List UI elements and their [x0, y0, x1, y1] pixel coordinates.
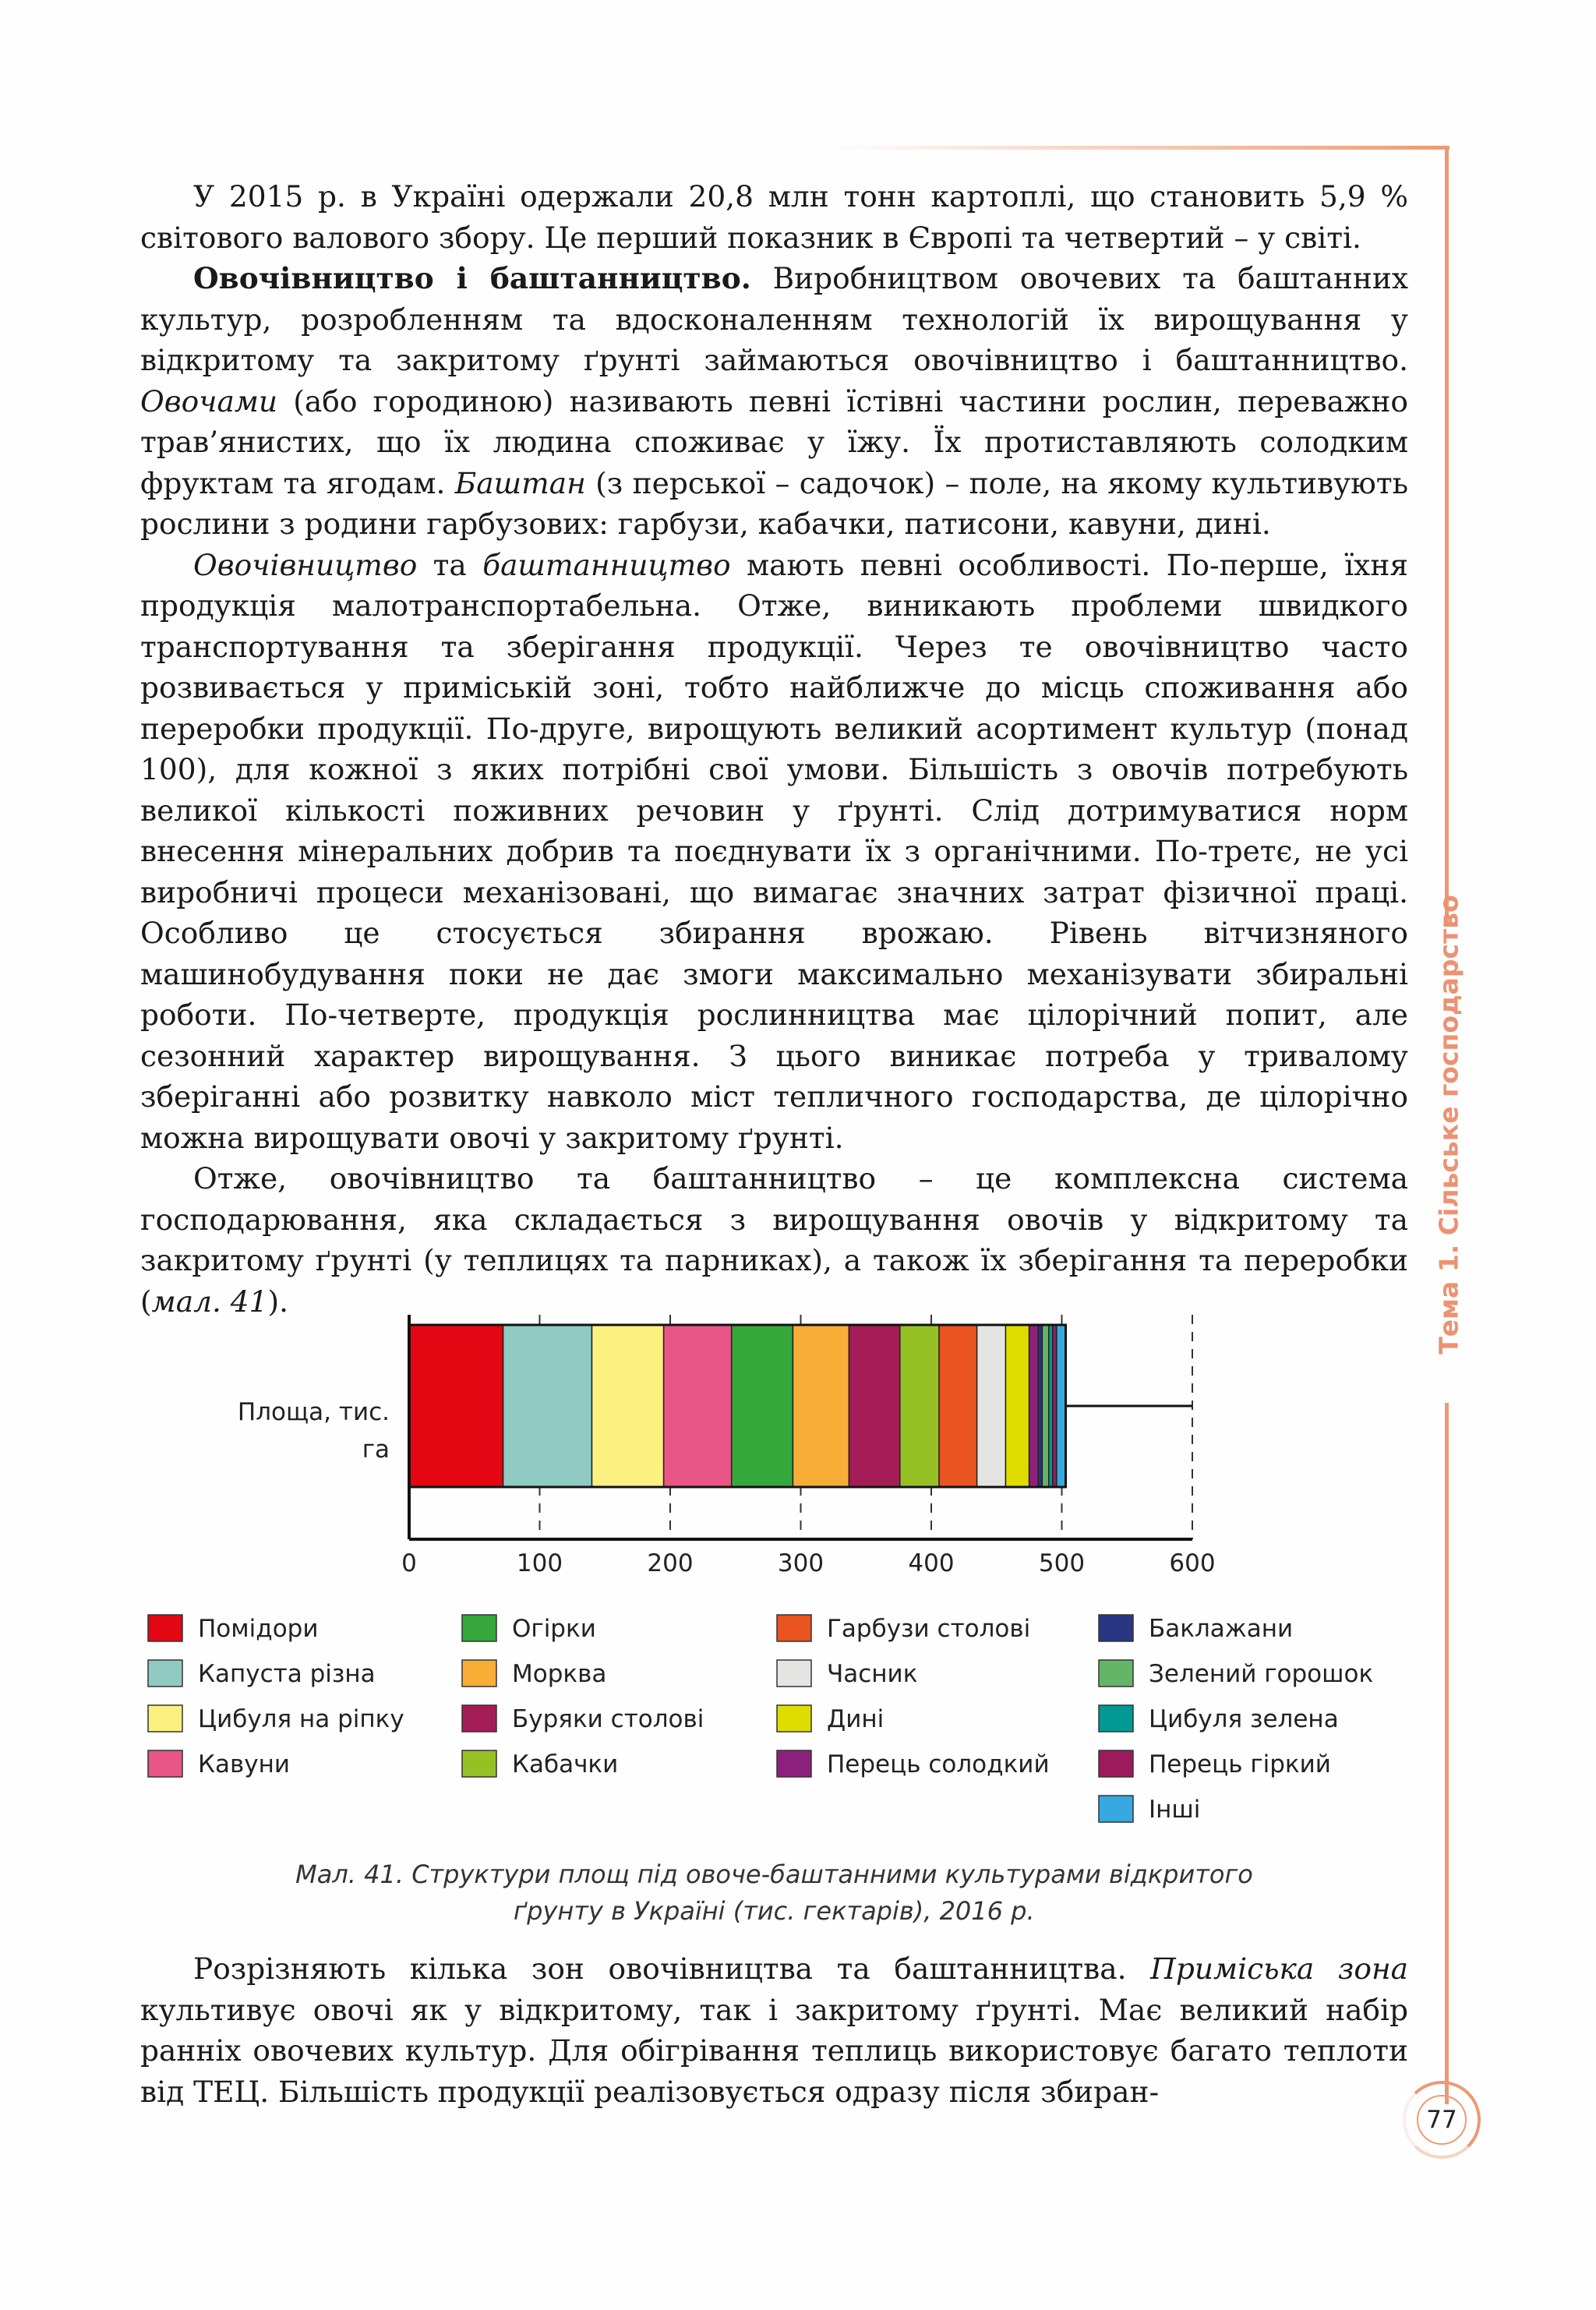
legend-label: Цибуля зелена: [1149, 1705, 1339, 1733]
legend-swatch: [148, 1705, 182, 1732]
bar-segment: [1029, 1325, 1039, 1487]
legend-label: Буряки столові: [512, 1705, 704, 1733]
bar-segment: [1053, 1325, 1057, 1487]
legend-swatch: [462, 1705, 496, 1732]
x-tick-label: 500: [1038, 1549, 1086, 1577]
bar-segment: [409, 1325, 503, 1487]
italic-run: мал. 41: [151, 1284, 268, 1319]
legend-swatch: [1099, 1705, 1133, 1732]
side-decorative-rule-top: [1445, 146, 1449, 925]
bar-segment: [900, 1325, 939, 1487]
bar-segment: [503, 1325, 592, 1487]
legend-swatch: [462, 1660, 496, 1687]
paragraph: [140, 1158, 1408, 1322]
legend-label: Помідори: [198, 1615, 319, 1643]
legend-label: Кабачки: [512, 1750, 619, 1778]
top-decorative-rule: [826, 146, 1449, 150]
bar-segment: [1005, 1325, 1029, 1487]
x-tick-label: 0: [401, 1549, 417, 1577]
text-run: та: [417, 547, 483, 582]
bar-segment: [592, 1325, 664, 1487]
legend-label: Цибуля на ріпку: [198, 1705, 404, 1733]
paragraph: [140, 258, 1408, 545]
text-run: Розрізняють кілька зон овочівництва та баштанництва.: [193, 1951, 1151, 1986]
legend-swatch: [148, 1615, 182, 1641]
bar-segment: [849, 1325, 899, 1487]
x-tick-label: 400: [908, 1549, 955, 1577]
legend-label: Гарбузи столові: [827, 1615, 1031, 1643]
legend-label: Морква: [512, 1660, 607, 1688]
legend-label: Часник: [827, 1660, 918, 1688]
caption-line-2: ґрунту в Україні (тис. гектарів), 2016 р.: [514, 1896, 1035, 1926]
paragraph: [140, 176, 1408, 258]
figure-caption: [140, 1856, 1408, 1930]
paragraph: [140, 545, 1408, 1159]
legend-swatch: [777, 1750, 811, 1777]
x-tick-label: 200: [647, 1549, 694, 1577]
legend-swatch: [777, 1660, 811, 1687]
text-run: культивує овочі як у відкритому, так і закритому ґрунті. Має великий набір ранніх овочевих культур. Для обігрівання теплиць використовує багато теплоти від ТЕЦ. Більшість продукції реалізовується одразу після збиран-: [140, 1992, 1408, 2109]
legend-label: Перець гіркий: [1149, 1750, 1331, 1778]
caption-line-1: Мал. 41. Структури площ під овоче-баштанними культурами відкритого: [295, 1860, 1253, 1889]
legend-swatch: [1099, 1796, 1133, 1822]
text-run: ).: [267, 1284, 289, 1319]
legend-swatch: [1099, 1615, 1133, 1641]
legend-label: Капуста різна: [198, 1660, 376, 1688]
chart-y-label-text: Площа, тис. га: [237, 1398, 390, 1464]
italic-run: баштанництво: [482, 547, 731, 582]
text-run: Отже, овочівництво та баштанництво – це комплексна система господарювання, яка складається з вирощування овочів у відкритому та закритому ґрунті (у теплицях та парниках), а також їх зберігання та переробки (: [140, 1161, 1408, 1319]
bar-segment: [1049, 1325, 1053, 1487]
legend-swatch: [777, 1615, 811, 1641]
legend-swatch: [148, 1750, 182, 1777]
legend-label: Інші: [1149, 1796, 1201, 1824]
side-decorative-rule-bottom: [1445, 1403, 1449, 2104]
bar-outline: [409, 1325, 1066, 1487]
running-head-text: Тема 1. Сільське господарство: [1433, 895, 1464, 1355]
legend-label: Кавуни: [198, 1750, 291, 1778]
italic-run: Овочівництво: [193, 547, 418, 582]
bar-segment: [732, 1325, 793, 1487]
text-run: Виробництвом овочевих та баштанних культур, розробленням та вдосконаленням технологій їх вирощування у відкритому та закритому ґрунті займаються овочівництво і баштанництво.: [140, 261, 1408, 377]
legend-label: Зелений горошок: [1149, 1660, 1374, 1688]
italic-run: Баштан: [454, 465, 586, 500]
body-text-bottom: [140, 1948, 1408, 2112]
x-tick-label: 100: [516, 1549, 563, 1577]
bar-segment: [939, 1325, 977, 1487]
legend-label: Перець солодкий: [827, 1750, 1050, 1778]
text-run: мають певні особливості. По-перше, їхня продукція малотранспортабельна. Отже, виникають проблеми швидкого транспортування та зберігання продукції. Через те овочівництво часто розвивається у приміській зоні, тобто найближче до місць споживання або переробки продукції. По-друге, вирощують великий асортимент культур (понад 100), для кожної з яких потрібні свої умови. Більшість з овочів потребують великої кількості поживних речовин у ґрунті. Слід дотримуватися норм внесення мінеральних добрив та поєднувати їх з органічними. По-третє, не усі виробничі процеси механізовані, що вимагає значних затрат фізичної праці. Особливо це стосується збирання врожаю. Рівень вітчизняного машинобудування поки не дає змоги максимально механізувати збиральні роботи. По-четверте, продукція рослинництва має цілорічний попит, але сезонний характер вирощування. З цього виникає потреба у тривалому зберіганні або розвитку навколо міст тепличного господарства, де цілорічно можна вирощувати овочі у закритому ґрунті.: [140, 547, 1408, 1155]
page-number: 77: [1417, 2095, 1467, 2145]
legend-label: Баклажани: [1149, 1615, 1294, 1643]
legend-swatch: [462, 1750, 496, 1777]
italic-run: Овочами: [140, 383, 278, 419]
legend-label: Дині: [827, 1705, 885, 1733]
legend-swatch: [148, 1660, 182, 1687]
italic-run: Приміська зона: [1150, 1951, 1409, 1986]
bar-segment: [977, 1325, 1006, 1487]
body-text-top: [140, 176, 1408, 1322]
text-run: (або городиною) називають певні їстівні частини рослин, переважно трав’янистих, що їх людина споживає у їжу. Їх протиставляють солодким фруктам та ягодам.: [140, 383, 1408, 500]
legend-label: Огірки: [512, 1615, 596, 1643]
legend-swatch: [462, 1615, 496, 1641]
bar-segment: [1038, 1325, 1042, 1487]
bold-run: Овочівництво і баштанництво.: [193, 261, 751, 295]
legend-swatch: [1099, 1750, 1133, 1777]
bar-segment: [1057, 1325, 1066, 1487]
text-run: У 2015 р. в Україні одержали 20,8 млн тонн картоплі, що становить 5,9 % світового валового збору. Це перший показник в Європі та четвертий – у світі.: [140, 179, 1408, 255]
chart-y-label: [234, 1393, 390, 1468]
legend-swatch: [777, 1705, 811, 1732]
text-run: (з перської – садочок) – поле, на якому культивують рослини з родини гарбузових: гарбузи, кабачки, патисони, кавуни, дині.: [140, 465, 1408, 541]
bar-segment: [1042, 1325, 1048, 1487]
x-tick-label: 600: [1169, 1549, 1216, 1577]
paragraph: [140, 1948, 1408, 2112]
legend-swatch: [1099, 1660, 1133, 1687]
x-tick-label: 300: [777, 1549, 824, 1577]
bar-segment: [793, 1325, 849, 1487]
bar-segment: [664, 1325, 732, 1487]
